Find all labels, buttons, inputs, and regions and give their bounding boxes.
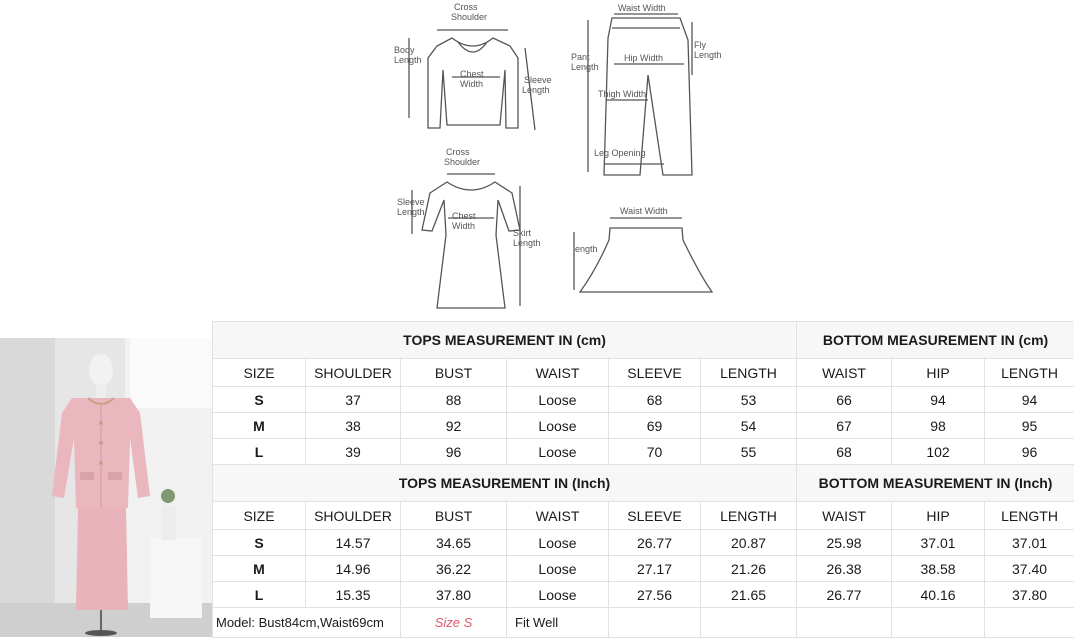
diagram-label: Cross xyxy=(454,2,478,12)
model-size: Size S xyxy=(401,608,507,638)
measurement-diagrams xyxy=(0,0,1074,318)
column-header-row xyxy=(213,502,1074,530)
table-header-row xyxy=(213,465,1074,502)
column-header: HIP xyxy=(892,359,985,387)
column-header: LENGTH xyxy=(985,502,1074,530)
measurement-cell: 40.16 xyxy=(892,582,985,608)
measurement-cell: 26.38 xyxy=(797,556,892,582)
diagram-label: Length xyxy=(397,207,425,217)
diagram-label: Fly xyxy=(694,40,706,50)
empty-cell xyxy=(797,608,892,638)
column-header: SHOULDER xyxy=(306,502,401,530)
diagram-label: Skirt xyxy=(513,228,531,238)
tops-title: TOPS MEASUREMENT IN (cm) xyxy=(213,322,797,359)
measurement-cell: 92 xyxy=(401,413,507,439)
measurement-cell: 53 xyxy=(701,387,797,413)
measurement-cell: 27.17 xyxy=(609,556,701,582)
diagram-label: Pant xyxy=(571,52,590,62)
measurement-cell: 37 xyxy=(306,387,401,413)
empty-cell xyxy=(985,608,1074,638)
table-row xyxy=(213,582,1074,608)
measurement-cell: Loose xyxy=(507,582,609,608)
diagram-label: Body xyxy=(394,45,415,55)
dress-diagram xyxy=(412,174,520,308)
measurement-cell: 37.01 xyxy=(985,530,1074,556)
measurement-cell: 96 xyxy=(401,439,507,465)
measurement-cell: 37.40 xyxy=(985,556,1074,582)
table-row xyxy=(213,556,1074,582)
measurement-cell: 21.65 xyxy=(701,582,797,608)
measurement-cell: 25.98 xyxy=(797,530,892,556)
diagram-label: Length xyxy=(694,50,722,60)
diagram-label: Leg Opening xyxy=(594,148,646,158)
measurement-cell: 68 xyxy=(797,439,892,465)
model-photo xyxy=(0,338,212,637)
measurement-cell: 96 xyxy=(985,439,1074,465)
measurement-cell: 69 xyxy=(609,413,701,439)
measurement-cell: 54 xyxy=(701,413,797,439)
column-header: SLEEVE xyxy=(609,359,701,387)
column-header: LENGTH xyxy=(701,502,797,530)
measurement-cell: 39 xyxy=(306,439,401,465)
measurement-cell: 70 xyxy=(609,439,701,465)
measurement-cell: 27.56 xyxy=(609,582,701,608)
measurement-cell: 37.80 xyxy=(985,582,1074,608)
fit-note: Fit Well xyxy=(507,608,609,638)
diagram-label: Sleeve xyxy=(397,197,425,207)
diagram-label: Length xyxy=(571,62,599,72)
empty-cell xyxy=(892,608,985,638)
model-info: Model: Bust84cm,Waist69cm xyxy=(213,608,401,638)
diagram-label: Thigh Width xyxy=(598,89,646,99)
measurement-cell: Loose xyxy=(507,387,609,413)
tops-title: TOPS MEASUREMENT IN (Inch) xyxy=(213,465,797,502)
bottom-title: BOTTOM MEASUREMENT IN (cm) xyxy=(797,322,1074,359)
column-header: SLEEVE xyxy=(609,502,701,530)
column-header-row xyxy=(213,359,1074,387)
table-row xyxy=(213,413,1074,439)
bottom-title: BOTTOM MEASUREMENT IN (Inch) xyxy=(797,465,1074,502)
measurement-cell: 20.87 xyxy=(701,530,797,556)
table-header-row xyxy=(213,322,1074,359)
column-header: LENGTH xyxy=(985,359,1074,387)
measurement-cell: 26.77 xyxy=(797,582,892,608)
diagram-label: Width xyxy=(460,79,483,89)
measurement-cell: Loose xyxy=(507,439,609,465)
column-header: WAIST xyxy=(797,359,892,387)
measurement-cell: Loose xyxy=(507,413,609,439)
size-cell: M xyxy=(213,556,306,582)
measurement-cell: 68 xyxy=(609,387,701,413)
column-header: WAIST xyxy=(507,502,609,530)
column-header: SIZE xyxy=(213,359,306,387)
diagram-label: Sleeve xyxy=(524,75,552,85)
diagram-label: Chest xyxy=(452,211,476,221)
measurement-cell: 98 xyxy=(892,413,985,439)
size-chart-table xyxy=(212,321,1074,638)
measurement-cell: 14.96 xyxy=(306,556,401,582)
diagram-label: Waist Width xyxy=(620,206,668,216)
measurement-cell: 26.77 xyxy=(609,530,701,556)
measurement-cell: Loose xyxy=(507,530,609,556)
column-header: LENGTH xyxy=(701,359,797,387)
diagram-label: Hip Width xyxy=(624,53,663,63)
column-header: BUST xyxy=(401,359,507,387)
diagram-label: length xyxy=(573,244,598,254)
measurement-cell: 95 xyxy=(985,413,1074,439)
measurement-cell: 88 xyxy=(401,387,507,413)
size-cell: S xyxy=(213,387,306,413)
column-header: WAIST xyxy=(507,359,609,387)
measurement-cell: 21.26 xyxy=(701,556,797,582)
column-header: WAIST xyxy=(797,502,892,530)
table-row xyxy=(213,387,1074,413)
diagram-label: Length xyxy=(522,85,550,95)
diagram-label: Shoulder xyxy=(444,157,480,167)
diagram-label: Cross xyxy=(446,147,470,157)
size-cell: M xyxy=(213,413,306,439)
column-header: SIZE xyxy=(213,502,306,530)
measurement-cell: 15.35 xyxy=(306,582,401,608)
measurement-cell: Loose xyxy=(507,556,609,582)
measurement-cell: 67 xyxy=(797,413,892,439)
size-cell: L xyxy=(213,582,306,608)
footer-row xyxy=(213,608,1074,638)
empty-cell xyxy=(701,608,797,638)
measurement-cell: 34.65 xyxy=(401,530,507,556)
measurement-cell: 55 xyxy=(701,439,797,465)
measurement-cell: 38 xyxy=(306,413,401,439)
skirt-diagram xyxy=(574,218,712,292)
measurement-cell: 14.57 xyxy=(306,530,401,556)
table-row xyxy=(213,530,1074,556)
diagram-label: Length xyxy=(394,55,422,65)
measurement-cell: 94 xyxy=(985,387,1074,413)
diagram-label: Width xyxy=(452,221,475,231)
measurement-cell: 37.01 xyxy=(892,530,985,556)
size-cell: S xyxy=(213,530,306,556)
measurement-cell: 94 xyxy=(892,387,985,413)
size-cell: L xyxy=(213,439,306,465)
measurement-cell: 36.22 xyxy=(401,556,507,582)
column-header: BUST xyxy=(401,502,507,530)
diagram-label: Shoulder xyxy=(451,12,487,22)
measurement-cell: 66 xyxy=(797,387,892,413)
table-row xyxy=(213,439,1074,465)
diagram-label: Waist Width xyxy=(618,3,666,13)
column-header: SHOULDER xyxy=(306,359,401,387)
diagram-label: Chest xyxy=(460,69,484,79)
measurement-cell: 102 xyxy=(892,439,985,465)
measurement-cell: 37.80 xyxy=(401,582,507,608)
measurement-cell: 38.58 xyxy=(892,556,985,582)
empty-cell xyxy=(609,608,701,638)
diagram-label: Length xyxy=(513,238,541,248)
column-header: HIP xyxy=(892,502,985,530)
